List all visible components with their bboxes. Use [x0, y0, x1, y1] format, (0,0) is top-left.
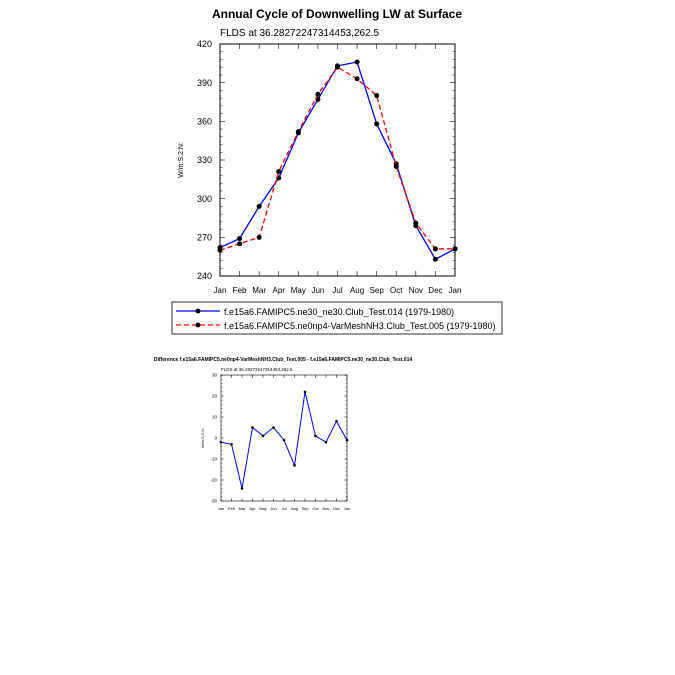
y-tick-label: 390 [196, 77, 212, 88]
y-tick-label: 240 [196, 271, 212, 282]
series-1-point [257, 204, 262, 209]
x-tick-label: Dec [332, 506, 341, 511]
series-1-point [374, 121, 379, 126]
chart-subtitle: FLDS at 36.28272247314453,262.5 [220, 28, 380, 39]
series-2-point [296, 129, 301, 134]
x-tick-label: Mar [238, 506, 246, 511]
y-tick-label: 360 [196, 116, 212, 127]
x-tick-label: Oct [312, 506, 319, 511]
series-1-point [346, 439, 349, 442]
series-1-point [241, 487, 244, 490]
series-1-point [283, 439, 286, 442]
y-tick-label: -20 [210, 477, 217, 483]
series-2-point [315, 92, 320, 97]
x-tick-label: Sep [301, 506, 309, 511]
x-tick-label: May [290, 286, 306, 295]
series-2-point [453, 246, 458, 251]
legend-label-series-2: f.e15a6.FAMIPC5.ne0np4-VarMeshNH3.Club_Test.005 (1979-1980) [224, 321, 496, 331]
x-tick-label: Jan [217, 506, 225, 511]
series-1-point [237, 236, 242, 241]
y-tick-label: 270 [196, 232, 212, 243]
x-tick-label: May [259, 506, 267, 511]
series-1-point [230, 443, 233, 446]
y-tick-label: 420 [196, 39, 212, 50]
x-tick-label: Nov [408, 286, 423, 295]
x-tick-label: Apr [249, 506, 256, 511]
series-2-point [237, 241, 242, 246]
legend-label-series-1: f.e15a6.FAMIPC5.ne30_ne30.Club_Test.014 (1979-1980) [224, 307, 455, 317]
x-tick-label: Feb [228, 506, 235, 511]
series-2-point [276, 169, 281, 174]
y-tick-label: 10 [211, 414, 217, 420]
y-axis-label: W/m:S:2:N: [200, 427, 205, 449]
series-2-point [218, 248, 223, 253]
x-tick-label: Jan [448, 286, 462, 295]
x-tick-label: Jul [281, 506, 287, 511]
series-2-point [374, 93, 379, 98]
x-tick-label: Jan [343, 506, 351, 511]
series-2-point [355, 76, 360, 81]
chart-title: Difference f.e15a6.FAMIPC5.ne0np4-VarMeshNH3.Club_Test.005 - f.e15a6.FAMIPC5.ne30_ne30.Club_Test.014 [153, 357, 413, 363]
y-tick-label: 0 [214, 435, 217, 441]
series-2-point [335, 65, 340, 70]
series-1-point [220, 441, 223, 444]
y-tick-label: 300 [196, 193, 212, 204]
x-tick-label: Jun [270, 506, 277, 511]
x-tick-label: Sep [369, 286, 384, 295]
series-1-point [304, 391, 307, 394]
x-tick-label: Jun [311, 286, 325, 295]
x-tick-label: Feb [232, 286, 247, 295]
series-2-point [433, 246, 438, 251]
y-tick-label: 30 [211, 372, 217, 378]
y-tick-label: -30 [210, 498, 217, 504]
x-tick-label: Aug [349, 286, 365, 295]
y-tick-label: 330 [196, 155, 212, 166]
legend-marker-series-1 [196, 309, 201, 314]
series-1-point [272, 426, 275, 429]
series-1-point [335, 420, 338, 423]
y-tick-label: 20 [211, 393, 217, 399]
x-tick-label: Jan [213, 286, 227, 295]
chart-title: Annual Cycle of Downwelling LW at Surface [211, 7, 463, 21]
series-1-point [355, 60, 360, 65]
x-tick-label: Nov [322, 506, 330, 511]
x-tick-label: Oct [390, 286, 403, 295]
x-tick-label: Dec [428, 286, 443, 295]
series-1-point [433, 257, 438, 262]
series-2-point [413, 221, 418, 226]
series-1-point [293, 464, 296, 467]
y-axis-label: W/m:S:2:N: [178, 142, 185, 178]
x-tick-label: Jul [332, 286, 343, 295]
series-1-point [251, 426, 254, 429]
series-1-point [325, 441, 328, 444]
x-tick-label: Aug [290, 506, 299, 511]
series-2-point [394, 164, 399, 169]
x-tick-label: Apr [272, 286, 285, 295]
series-2-point [257, 235, 262, 240]
y-tick-label: -10 [210, 456, 217, 462]
chart-subtitle: FLDS at 36.28272247314453,262.5 [221, 367, 293, 372]
series-1-point [314, 435, 317, 438]
legend-marker-series-2 [196, 323, 201, 328]
x-tick-label: Mar [252, 286, 267, 295]
legend-entry-series-2 [176, 321, 496, 331]
series-1-point [262, 435, 265, 438]
